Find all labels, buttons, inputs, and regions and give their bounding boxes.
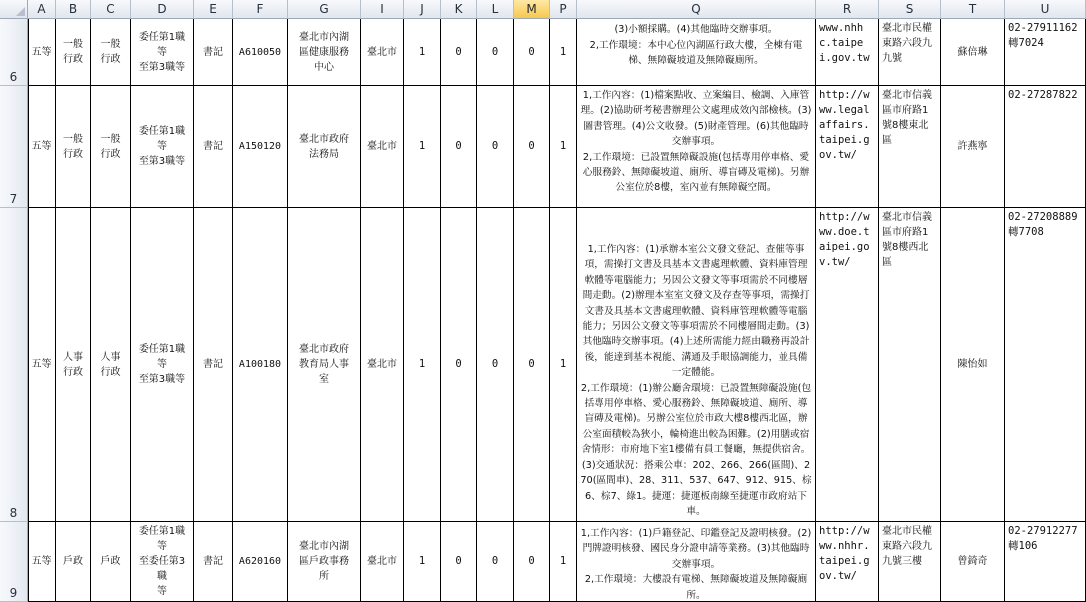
cell-d8[interactable] [131,208,194,522]
cell-d7[interactable] [131,86,194,208]
row-number: 9 [9,586,18,600]
cell-t7[interactable] [941,86,1005,208]
cell-e6[interactable] [194,19,233,86]
column-header-b[interactable]: B [56,0,91,19]
cell-value: 0 [528,140,535,152]
row-number: 6 [9,70,18,84]
cell-i6[interactable] [361,19,404,86]
column-header-s[interactable]: S [879,0,941,19]
cell-value: A610050 [238,46,282,58]
cell-s6[interactable] [879,19,941,86]
cell-value: http://www.legalaffairs.taipei.gov.tw/ [819,89,870,161]
cell-b6[interactable] [56,19,91,86]
cell-u9[interactable] [1005,522,1086,602]
cell-a8[interactable] [28,208,56,522]
cell-c9[interactable] [91,522,131,602]
cell-r7[interactable] [816,86,879,208]
cell-value: 臺北市政府 教育局人事 室 [299,344,349,385]
row-header-6[interactable] [0,19,28,86]
cell-value: 臺北市民權東路六段九九號三樓 [882,526,932,567]
cell-u7[interactable] [1005,86,1086,208]
cell-value: 委任第1職等 至第3職等 [138,344,186,385]
cell-value: 陳怡如 [957,359,988,370]
cell-value: 0 [528,45,535,58]
row-number: 7 [9,192,18,206]
cell-l7[interactable] [477,86,514,208]
cell-b7[interactable] [56,86,91,208]
cell-q9[interactable] [577,522,816,602]
column-header-t[interactable]: T [941,0,1005,19]
select-all-corner[interactable] [0,0,28,19]
cell-value: 1 [559,45,567,58]
cell-k8[interactable] [441,208,477,522]
cell-a7[interactable] [28,86,56,208]
cell-p9[interactable] [550,522,577,602]
cell-value: 0 [528,555,535,567]
column-header-r[interactable]: R [816,0,879,19]
cell-value: 1 [559,140,567,152]
cell-value: 02-27912277轉106 [1008,525,1078,552]
cell-value: 臺北市內湖 區戶政事務 所 [299,541,349,582]
cell-value: A620160 [238,556,282,567]
cell-k6[interactable] [441,19,477,86]
row-header-9[interactable] [0,522,28,602]
cell-i8[interactable] [361,208,404,522]
cell-i9[interactable] [361,522,404,602]
cell-value: 臺北市 [367,359,397,370]
cell-value: 書記 [203,556,223,567]
cell-k7[interactable] [441,86,477,208]
cell-value: 五等 [31,556,52,567]
cell-value: 1 [418,140,426,152]
cell-value: 0 [528,358,535,370]
column-header-k[interactable]: K [441,0,477,19]
cell-g6[interactable] [288,19,361,86]
cell-l9[interactable] [477,522,514,602]
cell-q6[interactable] [577,19,816,86]
column-header-m[interactable]: M [514,0,550,19]
cell-value: 戶政 [63,556,83,567]
cell-k9[interactable] [441,522,477,602]
cell-value: 1 [418,45,426,58]
cell-c8[interactable] [91,208,131,522]
row-header-8[interactable] [0,208,28,522]
cell-value: 臺北市 [367,556,397,567]
cell-g7[interactable] [288,86,361,208]
cell-t8[interactable] [941,208,1005,522]
column-header-d[interactable]: D [131,0,194,19]
cell-b8[interactable] [56,208,91,522]
cell-l8[interactable] [477,208,514,522]
cell-f6[interactable] [233,19,288,86]
cell-value: 1,工作內容：(1)承辦本室公文發文登記、查催等事項，需操打文書及具基本文書處理軟體、資料庫管理軟體等電腦能力；另因公文發文等事項需於不同樓層間走動。(2)辦理本室室文發文及存查等事項，需操打文書及具基本文書處理軟體、資料庫管理軟體等電腦能力；另因公文發文等事項需於不同樓層間走動。(3)其他臨時交辦事項。(4)上述所需能力經由職務再設計後，能達到基本視能、溝通及手眼協調能力，並具備一定體能。 2,工作環境：(1)辦公廳舍環境：已設置無障礙設施(包括專用停車格、愛心服務鈴、無障礙坡道、廁所、導盲磚及電梯)。另辦公室位於市政大樓8樓西北區，辦公室面積較為狹小，輪椅進出較為困難。(2)用膳或宿舍情形：市府地下室1樓備有員工餐廳，無提供宿舍。(3)交通狀況：搭乘公車：202、266、266(區間)、270(區間車)、28、311、537、647、912、915、棕6、棕7、綠1。捷運：捷運板南線至捷運市政府站下車。 [580,244,812,517]
cell-f9[interactable] [233,522,288,602]
cell-e8[interactable] [194,208,233,522]
cell-value: 書記 [203,141,223,152]
cell-f7[interactable] [233,86,288,208]
cell-g8[interactable] [288,208,361,522]
cell-value: 人事 行政 [100,351,121,378]
row-header-7[interactable] [0,86,28,208]
cell-value: 臺北市政府 法務局 [299,133,349,160]
cell-value: 一般 行政 [100,133,121,160]
cell-p6[interactable] [550,19,577,86]
cell-value: 0 [491,140,499,152]
cell-value: 臺北市民權東路六段九九號 [882,23,932,64]
cell-value: 許燕寧 [957,141,988,152]
cell-m7[interactable] [514,86,550,208]
cell-value: 委任第1職等 至第3職等 [138,126,186,167]
cell-value: 戶政 [100,556,121,567]
cell-value: http://www.doe.taipei.gov.tw/ [819,211,870,268]
column-header-e[interactable]: E [194,0,233,19]
cell-value: www.nhhc.taipei.gov.tw [819,22,870,64]
cell-l6[interactable] [477,19,514,86]
cell-g9[interactable] [288,522,361,602]
column-header-p[interactable]: P [550,0,577,19]
cell-f8[interactable] [233,208,288,522]
cell-d9[interactable] [131,522,194,602]
column-header-l[interactable]: L [477,0,514,19]
cell-j7[interactable] [404,86,441,208]
column-header-i[interactable]: I [361,0,404,19]
cell-t9[interactable] [941,522,1005,602]
cell-value: (3)小額採購。(4)其他臨時交辦事項。 2,工作環境：本中心位內湖區行政大樓，全棟有電梯、無障礙坡道及無障礙廁所。 [589,24,803,67]
cell-i7[interactable] [361,86,404,208]
cell-value: 臺北市 [367,46,397,58]
cell-m9[interactable] [514,522,550,602]
cell-m6[interactable] [514,19,550,86]
cell-value: 書記 [203,359,223,370]
row-number: 8 [9,506,18,520]
column-header-u[interactable]: U [1005,0,1086,19]
cell-value: 1,工作內容：(1)戶籍登記、印鑑登記及證明核發。(2)門牌證明核發、國民身分證申請等業務。(3)其他臨時交辦事項。 2,工作環境：大樓設有電梯、無障礙坡道及無障礙廁所。 [580,528,812,601]
cell-value: http://www.nhhr.taipei.gov.tw/ [819,525,870,582]
cell-value: 五等 [31,359,52,370]
cell-e7[interactable] [194,86,233,208]
cell-value: 1,工作內容：(1)檔案點收、立案編目、檢調、入庫管理。(2)協助研考秘書辦理公文處理成效內部檢核。(3)圖書管理。(4)公文收發。(5)財產管理。(6)其他臨時交辦事項。 2,工作環境：已設置無障礙設施(包括專用停車格、愛心服務鈴、無障礙坡道、廁所、導盲磚及電梯)。另辦公室位於8樓，室內並有無障礙空間。 [580,90,812,194]
cell-d6[interactable] [131,19,194,86]
cell-r9[interactable] [816,522,879,602]
cell-value: 曾錡奇 [957,556,988,567]
cell-e9[interactable] [194,522,233,602]
cell-value: 1 [418,555,426,567]
column-header-a[interactable]: A [28,0,56,19]
cell-value: 1 [559,358,567,370]
cell-value: 五等 [31,141,52,152]
cell-p7[interactable] [550,86,577,208]
cell-value: 人事 行政 [63,351,83,378]
cell-value: 書記 [203,46,223,58]
cell-value: 1 [418,358,426,370]
cell-u8[interactable] [1005,208,1086,522]
cell-value: 0 [491,358,499,370]
cell-u6[interactable] [1005,19,1086,86]
cell-value: 一般 行政 [63,39,83,65]
column-header-c[interactable]: C [91,0,131,19]
cell-value: 02-27287822 [1008,89,1078,101]
cell-value: 一般 行政 [63,133,83,160]
cell-value: 臺北市信義區市府路1號8樓西北區 [882,212,932,268]
cell-value: 0 [455,555,462,567]
cell-value: 蘇倍琳 [957,46,988,58]
cell-value: 0 [491,45,499,58]
cell-m8[interactable] [514,208,550,522]
cell-value: A150120 [238,141,282,152]
cell-value: 臺北市 [367,141,397,152]
cell-value: 委任第1職等 至第3職等 [138,31,186,73]
cell-value: A100180 [238,359,282,370]
cell-t6[interactable] [941,19,1005,86]
cell-q8[interactable] [577,208,816,522]
column-header-f[interactable]: F [233,0,288,19]
cell-s9[interactable] [879,522,941,602]
column-header-j[interactable]: J [404,0,441,19]
cell-j9[interactable] [404,522,441,602]
cell-value: 0 [455,140,462,152]
cell-p8[interactable] [550,208,577,522]
cell-r6[interactable] [816,19,879,86]
cell-j6[interactable] [404,19,441,86]
cell-s7[interactable] [879,86,941,208]
cell-value: 1 [559,555,567,567]
cell-a6[interactable] [28,19,56,86]
cell-b9[interactable] [56,522,91,602]
cell-value: 臺北市信義區市府路1號8樓東北區 [882,90,932,146]
cell-a9[interactable] [28,522,56,602]
cell-value: 0 [491,555,499,567]
cell-value: 一般 行政 [100,39,121,65]
grid-border-left [28,19,29,602]
cell-c6[interactable] [91,19,131,86]
cell-value: 五等 [31,46,52,58]
cell-q7[interactable] [577,86,816,208]
cell-value: 臺北市內湖 區健康服務 中心 [299,31,349,73]
column-header-q[interactable]: Q [577,0,816,19]
cell-value: 0 [455,358,462,370]
cell-r8[interactable] [816,208,879,522]
cell-value: 委任第1職等 至委任第3職 等 [138,526,186,597]
cell-j8[interactable] [404,208,441,522]
cell-s8[interactable] [879,208,941,522]
column-header-g[interactable]: G [288,0,361,19]
cell-value: 02-27208889轉7708 [1008,211,1078,238]
cell-c7[interactable] [91,86,131,208]
cell-value: 02-27911162轉7024 [1008,22,1078,49]
cell-value: 0 [455,45,462,58]
